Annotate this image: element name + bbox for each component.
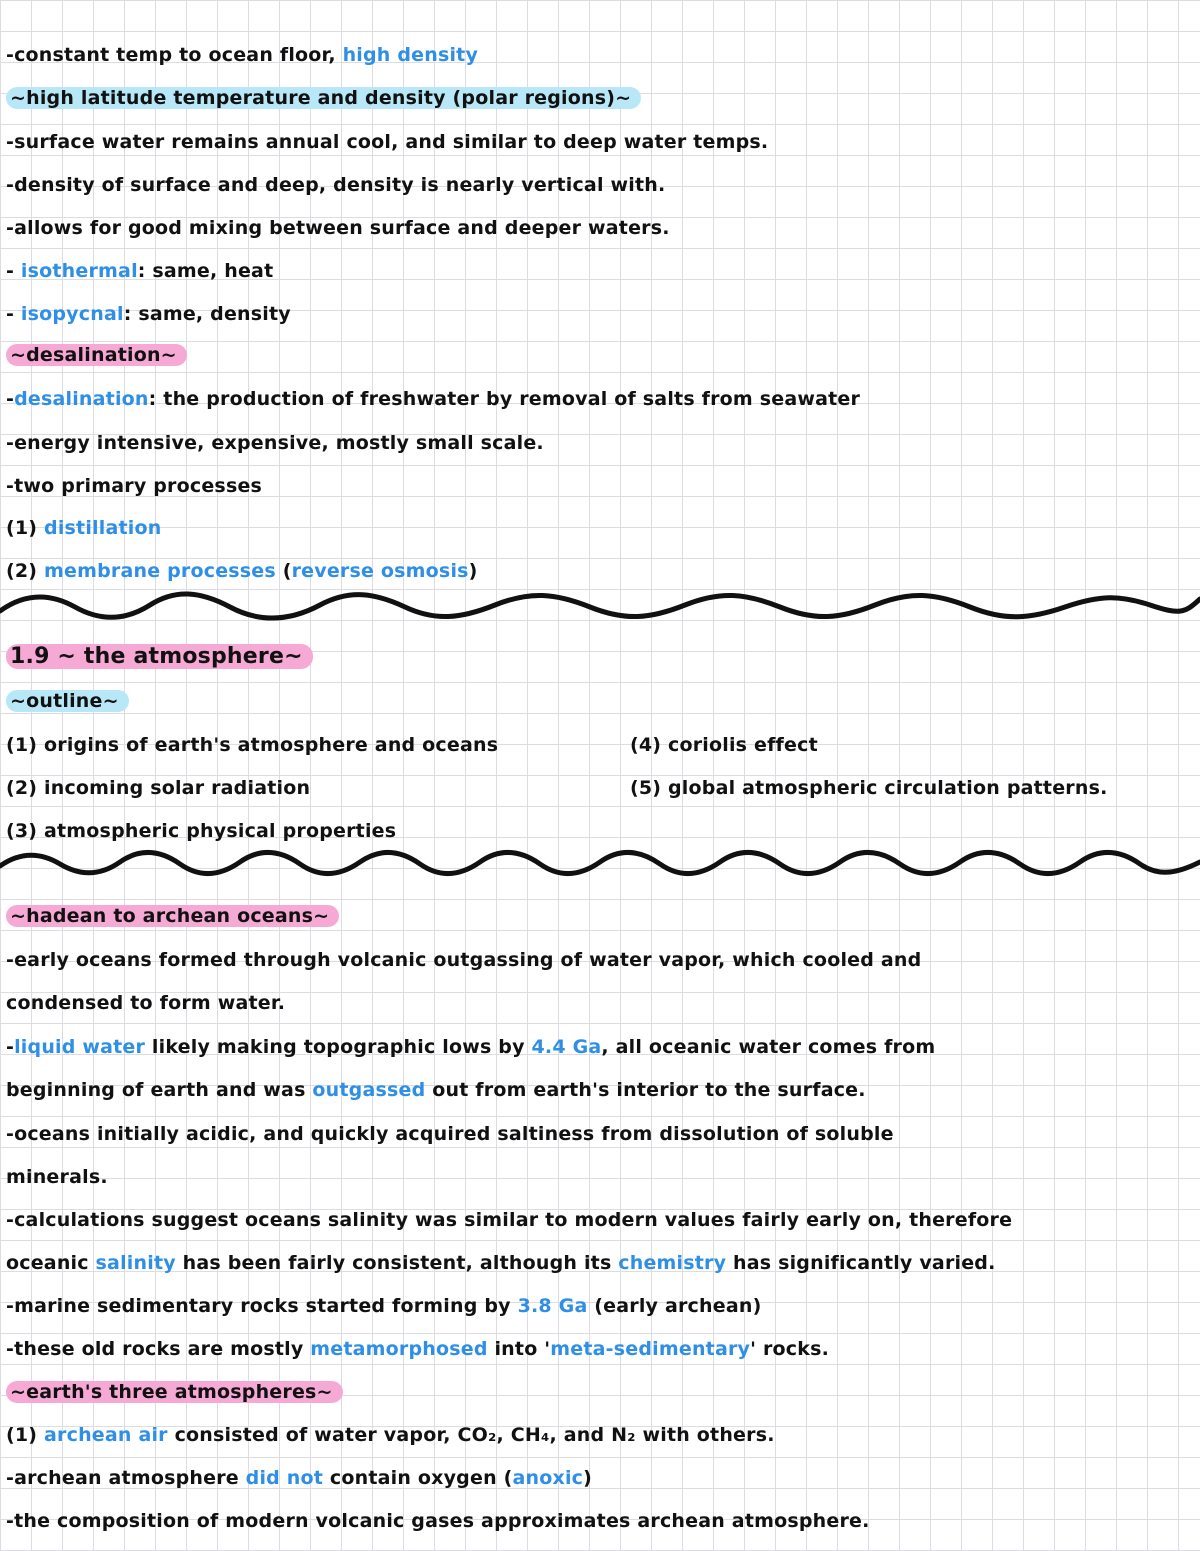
wavy-divider-2 <box>0 842 1200 882</box>
line-oceans-acidic-2: minerals. <box>6 1166 108 1188</box>
line-processes: -two primary processes <box>6 475 263 497</box>
term-liquid-water: liquid water <box>14 1036 146 1058</box>
heading-hadean: ~hadean to archean oceans~ <box>6 903 339 929</box>
line-density: -density of surface and deep, density is nearly vertical with. <box>6 174 666 196</box>
outline-item-2: (2) incoming solar radiation <box>6 777 311 799</box>
line-surface-water: -surface water remains annual cool, and similar to deep water temps. <box>6 131 769 153</box>
term-desalination: desalination <box>14 388 149 410</box>
line-constant-temp: -constant temp to ocean floor, high density <box>6 44 479 66</box>
term-distillation: distillation <box>44 517 162 539</box>
term-reverse-osmosis: reverse osmosis <box>291 560 469 582</box>
term-salinity: salinity <box>95 1252 176 1274</box>
line-no-oxygen: -archean atmosphere did not contain oxygen (anoxic) <box>6 1467 593 1489</box>
outline-item-1: (1) origins of earth's atmosphere and oceans <box>6 734 499 756</box>
heading-outline: ~outline~ <box>6 688 129 714</box>
term-meta-sedimentary: meta-sedimentary <box>550 1338 751 1360</box>
line-calculations: -calculations suggest oceans salinity was similar to modern values fairly early on, therefore <box>6 1209 1013 1231</box>
line-distillation: (1) distillation <box>6 517 162 539</box>
line-mixing: -allows for good mixing between surface and deeper waters. <box>6 217 670 239</box>
line-marine-rocks: -marine sedimentary rocks started forming by 3.8 Ga (early archean) <box>6 1295 762 1317</box>
term-isothermal: isothermal <box>20 260 138 282</box>
outline-item-5: (5) global atmospheric circulation patterns. <box>630 777 1108 799</box>
term-high-density: high density <box>342 44 479 66</box>
line-energy: -energy intensive, expensive, mostly small scale. <box>6 432 544 454</box>
term-membrane: membrane processes <box>44 560 276 582</box>
term-isopycnal: isopycnal <box>20 303 124 325</box>
wavy-divider <box>0 585 1200 625</box>
term-3-8-ga: 3.8 Ga <box>517 1295 588 1317</box>
term-metamorphosed: metamorphosed <box>310 1338 488 1360</box>
line-early-oceans: -early oceans formed through volcanic outgassing of water vapor, which cooled and <box>6 949 922 971</box>
section-atmosphere: 1.9 ~ the atmosphere~ <box>6 644 313 670</box>
term-outgassed: outgassed <box>312 1079 426 1101</box>
line-old-rocks: -these old rocks are mostly metamorphosed into 'meta-sedimentary' rocks. <box>6 1338 830 1360</box>
line-liquid-water-2: beginning of earth and was outgassed out from earth's interior to the surface. <box>6 1079 866 1101</box>
line-desalination-def: -desalination: the production of freshwater by removal of salts from seawater <box>6 388 861 410</box>
term-chemistry: chemistry <box>618 1252 727 1274</box>
line-isopycnal: - isopycnal: same, density <box>6 303 291 325</box>
term-anoxic: anoxic <box>512 1467 584 1489</box>
line-early-oceans-2: condensed to form water. <box>6 992 286 1014</box>
term-archean-air: archean air <box>44 1424 168 1446</box>
term-did-not: did not <box>245 1467 324 1489</box>
outline-item-3: (3) atmospheric physical properties <box>6 820 397 842</box>
heading-high-latitude: ~high latitude temperature and density (polar regions)~ <box>6 85 641 111</box>
line-volcanic-gases: -the composition of modern volcanic gases approximates archean atmosphere. <box>6 1510 870 1532</box>
line-archean-air: (1) archean air consisted of water vapor, CO₂, CH₄, and N₂ with others. <box>6 1424 775 1446</box>
heading-three-atmospheres: ~earth's three atmospheres~ <box>6 1379 343 1405</box>
outline-item-4: (4) coriolis effect <box>630 734 818 756</box>
line-liquid-water: -liquid water likely making topographic lows by 4.4 Ga, all oceanic water comes from <box>6 1036 936 1058</box>
line-calculations-2: oceanic salinity has been fairly consistent, although its chemistry has significantly varied. <box>6 1252 996 1274</box>
term-4-4-ga: 4.4 Ga <box>531 1036 602 1058</box>
line-oceans-acidic: -oceans initially acidic, and quickly acquired saltiness from dissolution of soluble <box>6 1123 894 1145</box>
heading-desalination: ~desalination~ <box>6 342 187 368</box>
line-membrane: (2) membrane processes (reverse osmosis) <box>6 560 478 582</box>
line-isothermal: - isothermal: same, heat <box>6 260 274 282</box>
